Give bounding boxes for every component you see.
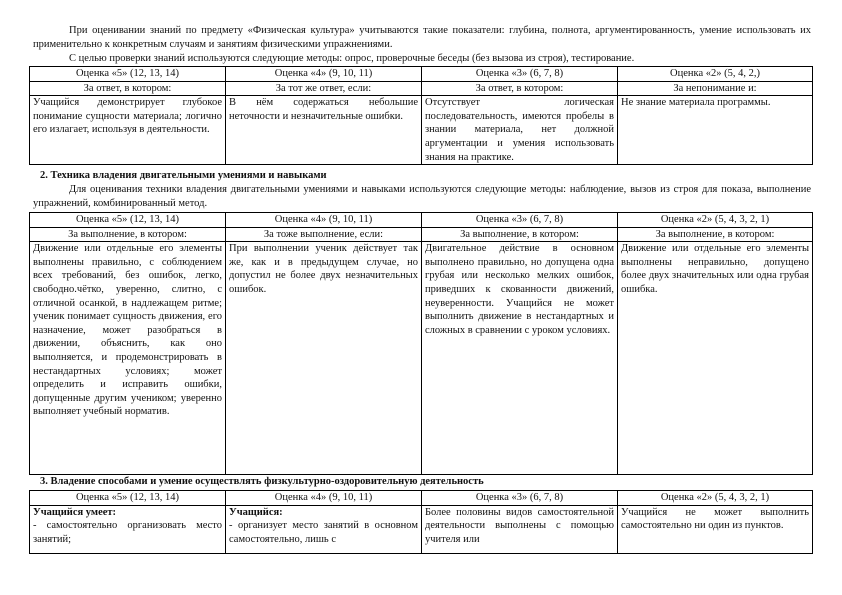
grade-5-header: Оценка «5» (12, 13, 14) bbox=[30, 213, 226, 228]
grade-3-criteria: Двигательное действие в основном выполнено правильно, но допущена одна грубая или несколько мелких ошибок, приведших к скованности движений, неуверенности. Учащийся не может выполнить движение в нестандартных и сложных в сравнении с уроком условиях. bbox=[422, 242, 618, 475]
table-row bbox=[30, 242, 813, 475]
criteria-text: - организует место занятий в основном самостоятельно, лишь с bbox=[229, 520, 418, 545]
grade-3-criteria: Более половины видов самостоятельной деятельности выполнены с помощью учителя или bbox=[422, 505, 618, 553]
grade-4-criteria: При выполнении ученик действует так же, как и в предыдущем случае, но допустил не более двух незначительных ошибок. bbox=[226, 242, 422, 475]
activity-grading-table bbox=[29, 490, 813, 554]
intro-paragraph-1: При оценивании знаний по предмету «Физическая культура» учитываются такие показатели: глубина, полнота, аргументированность, умение использовать их применительно к конкретным случаям и занятиям физическими упражнениями. bbox=[33, 25, 811, 50]
grade-2-criteria: Движение или отдельные его элементы выполнены неправильно, допущено более двух значительных или одна грубая ошибка. bbox=[618, 242, 813, 475]
table-header-row bbox=[30, 67, 813, 82]
grade-3-criteria: Отсутствует логическая последовательность, имеются пробелы в знании материала, нет должной аргументации и умения использовать знания на практике. bbox=[422, 96, 618, 165]
grade-5-header: Оценка «5» (12, 13, 14) bbox=[30, 491, 226, 506]
table-header-row bbox=[30, 491, 813, 506]
grade-3-header: Оценка «3» (6, 7, 8) bbox=[422, 67, 618, 82]
table-subheader-row bbox=[30, 227, 813, 242]
technique-grading-table bbox=[29, 212, 813, 475]
grade-5-header: Оценка «5» (12, 13, 14) bbox=[30, 67, 226, 82]
grade-3-header: Оценка «3» (6, 7, 8) bbox=[422, 213, 618, 228]
grade-4-header: Оценка «4» (9, 10, 11) bbox=[226, 213, 422, 228]
section-2-text: Для оценивания техники владения двигательными умениями и навыками используются следующие методы: наблюдение, вызов из строя для показа, выполнение упражнений, комбинированный метод. bbox=[33, 184, 811, 209]
grade-2-criteria: Не знание материала программы. bbox=[618, 96, 813, 165]
grade-4-header: Оценка «4» (9, 10, 11) bbox=[226, 491, 422, 506]
knowledge-grading-table bbox=[29, 66, 813, 165]
criteria-lead: Учащийся умеет: bbox=[33, 506, 117, 518]
criteria-lead: Учащийся: bbox=[229, 506, 283, 518]
grade-5-criteria: Движение или отдельные его элементы выполнены правильно, с соблюдением всех требований, без ошибок, легко, свободно.чётко, уверенно, слитно, с отличной осанкой, в надлежащем ритме; ученик понимает сущность движения, его назначение, может разобраться в движении, объяснить, как оно выполняется, и продемонстрировать в нестандартных условиях; может определить и исправить ошибки, допущенные другим учеником; уверенно выполняет учебный норматив. bbox=[30, 242, 226, 475]
grade-4-subheader: За тот же ответ, если: bbox=[226, 81, 422, 96]
grade-4-subheader: За тоже выполнение, если: bbox=[226, 227, 422, 242]
grade-5-criteria: Учащийся демонстрирует глубокое понимание сущности материала; логично его излагает, используя в деятельности. bbox=[30, 96, 226, 165]
grade-2-header: Оценка «2» (5, 4, 3, 2, 1) bbox=[618, 213, 813, 228]
table-subheader-row bbox=[30, 81, 813, 96]
section-2-title: 2. Техника владения двигательными умениями и навыками bbox=[40, 170, 327, 181]
table-row bbox=[30, 96, 813, 165]
grade-2-header: Оценка «2» (5, 4, 3, 2, 1) bbox=[618, 491, 813, 506]
grade-5-criteria bbox=[30, 505, 226, 553]
grade-5-subheader: За выполнение, в котором: bbox=[30, 227, 226, 242]
grade-4-header: Оценка «4» (9, 10, 11) bbox=[226, 67, 422, 82]
grade-3-header: Оценка «3» (6, 7, 8) bbox=[422, 491, 618, 506]
grade-2-subheader: За непонимание и: bbox=[618, 81, 813, 96]
intro-paragraph-2: С целью проверки знаний используются следующие методы: опрос, проверочные беседы (без вызова из строя), тестирование. bbox=[69, 53, 635, 64]
grade-3-subheader: За ответ, в котором: bbox=[422, 81, 618, 96]
grade-2-header: Оценка «2» (5, 4, 2,) bbox=[618, 67, 813, 82]
grade-2-criteria: Учащийся не может выполнить самостоятельно ни один из пунктов. bbox=[618, 505, 813, 553]
grade-3-subheader: За выполнение, в котором: bbox=[422, 227, 618, 242]
grade-4-criteria: В нём содержаться небольшие неточности и незначительные ошибки. bbox=[226, 96, 422, 165]
section-3-title: 3. Владение способами и умение осуществлять физкультурно-оздоровительную деятельность bbox=[40, 476, 484, 487]
grade-5-subheader: За ответ, в котором: bbox=[30, 81, 226, 96]
grade-2-subheader: За выполнение, в котором: bbox=[618, 227, 813, 242]
table-header-row bbox=[30, 213, 813, 228]
grade-4-criteria bbox=[226, 505, 422, 553]
criteria-text: - самостоятельно организовать место занятий; bbox=[33, 520, 222, 545]
table-row bbox=[30, 505, 813, 553]
